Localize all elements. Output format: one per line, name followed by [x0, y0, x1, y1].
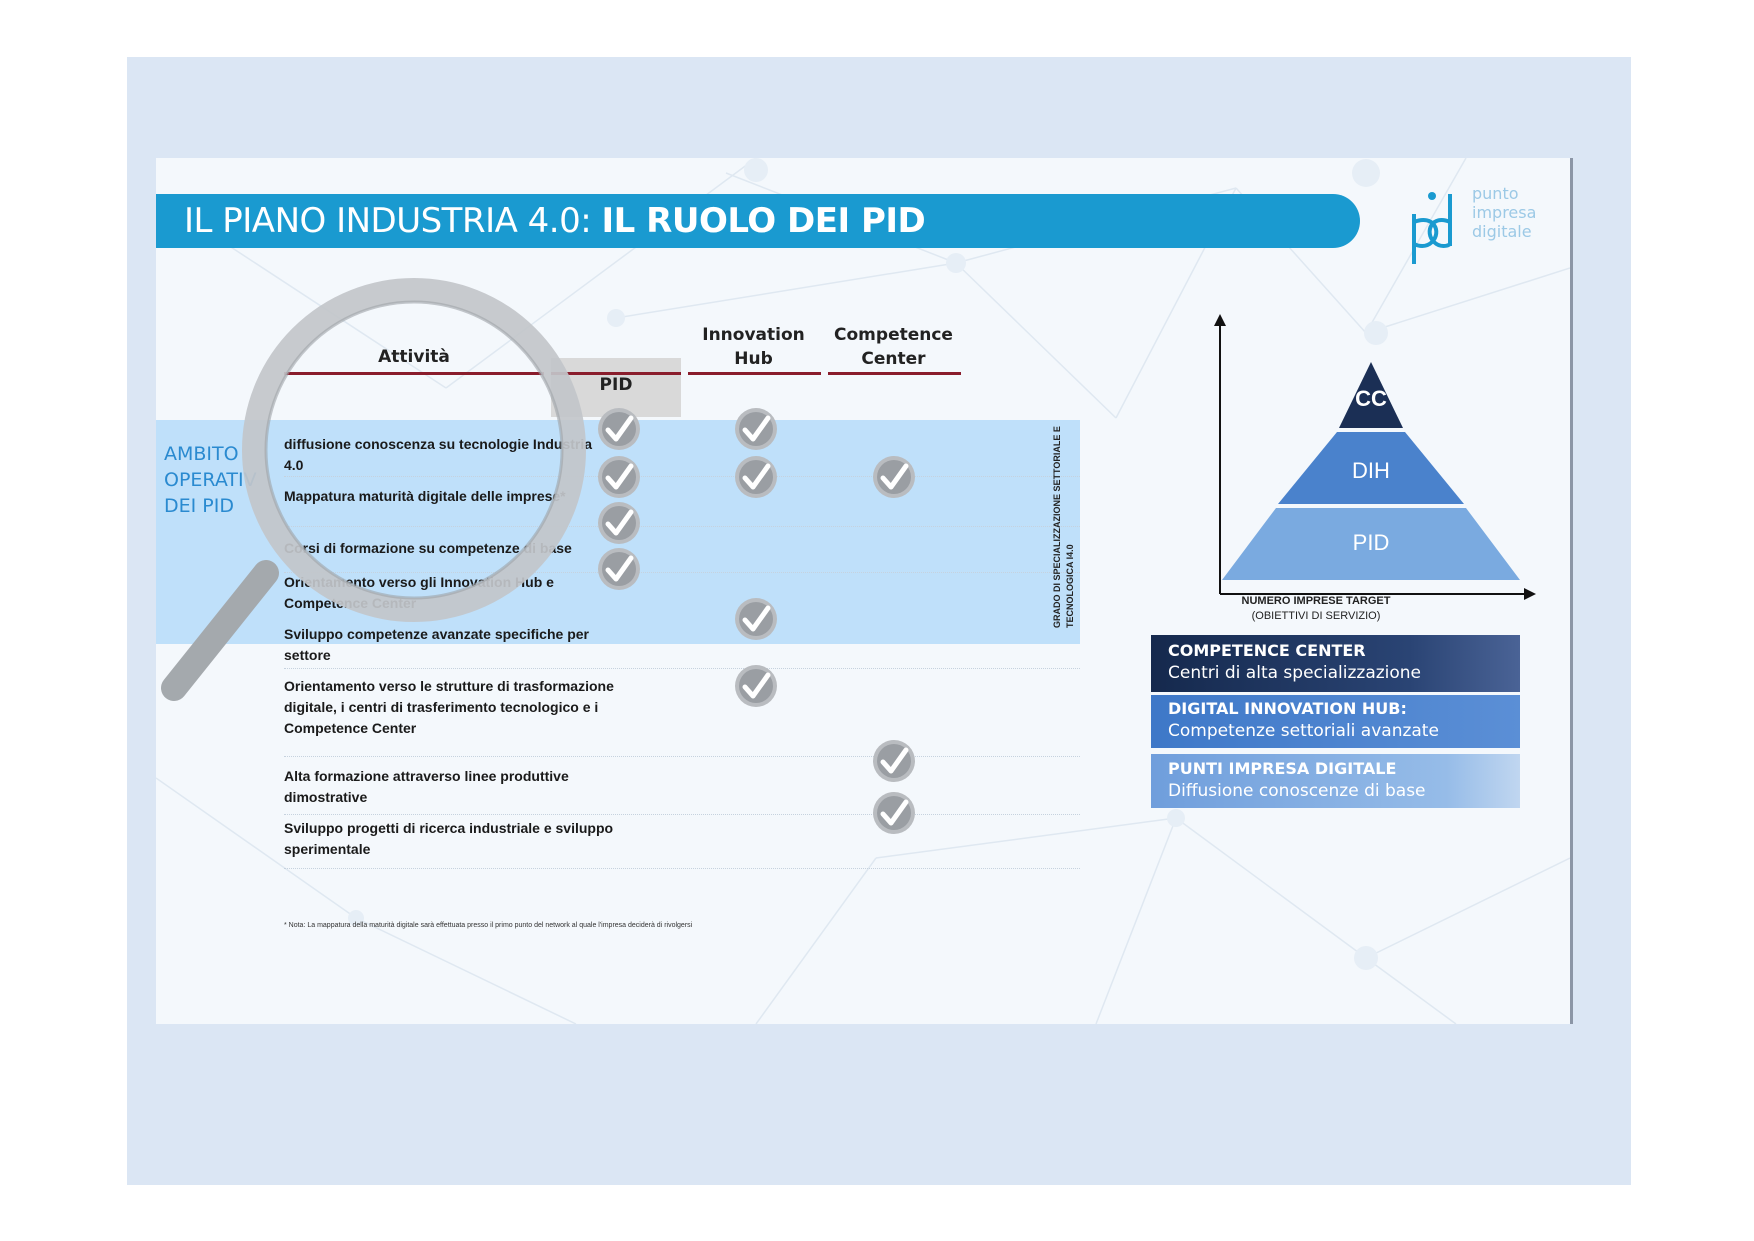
pid-logo-icon [1408, 188, 1458, 268]
row-divider [284, 756, 1080, 757]
ambito-operativo-label: AMBITO OPERATIV DEI PID [164, 443, 257, 517]
check-icon [871, 454, 917, 500]
check-icon [733, 663, 779, 709]
check-icon [596, 500, 642, 546]
pyramid-label-dih: DIH [1352, 458, 1390, 483]
check-icon [596, 454, 642, 500]
activity-row-1: diffusione conoscenza su tecnologie Industria 4.0 [284, 436, 593, 473]
activity-row-4: Orientamento verso gli Innovation Hub e Competence Center [284, 574, 554, 611]
activity-row-8: Sviluppo progetti di ricerca industriale e sviluppo sperimentale [284, 820, 614, 857]
check-icon [871, 738, 917, 784]
legend-competence-center: COMPETENCE CENTER Centri di alta specializzazione [1151, 635, 1520, 692]
activity-row-6: Orientamento verso le strutture di trasformazione digitale, i centri di trasferimento tecnologico e i Competence Center [284, 678, 614, 736]
logo-text: punto impresa digitale [1472, 184, 1537, 241]
header-competence-center: Competence Center [834, 325, 953, 369]
pyramid-label-pid: PID [1352, 530, 1390, 555]
header-activity: Attività [378, 347, 450, 367]
header-pid: PID [599, 375, 633, 395]
page-title: IL PIANO INDUSTRIA 4.0: IL RUOLO DEI PID [184, 201, 926, 241]
slide [156, 158, 1570, 1024]
header-innovation-hub: Innovation Hub [702, 325, 805, 369]
activity-row-7: Alta formazione attraverso linee produttive dimostrative [284, 768, 569, 805]
activity-row-2: Mappatura maturità digitale delle imprese* [284, 488, 566, 504]
row-divider [284, 668, 1080, 669]
legend-digital-innovation-hub: DIGITAL INNOVATION HUB: Competenze settoriali avanzate [1151, 695, 1520, 748]
row-divider [284, 868, 1080, 869]
header-rule [828, 372, 961, 375]
pyramid-y-axis-label: GRADO DI SPECIALIZZAZIONE SETTORIALE E TECNOLOGICA I4.0 [1052, 426, 1075, 628]
pyramid-x-axis-label: NUMERO IMPRESE TARGET (OBIETTIVI DI SERVIZIO) [1241, 595, 1391, 622]
header-rule [551, 372, 681, 375]
check-icon [733, 596, 779, 642]
row-divider [284, 814, 1080, 815]
row-divider [284, 526, 1080, 527]
header-rule [284, 372, 544, 375]
activity-row-3: Corsi di formazione su competenze di base [284, 540, 572, 556]
check-icon [871, 790, 917, 836]
check-icon [596, 546, 642, 592]
header-rule [688, 372, 821, 375]
row-divider [284, 476, 1080, 477]
activity-row-5: Sviluppo competenze avanzate specifiche per settore [284, 626, 589, 663]
check-icon [733, 406, 779, 452]
check-icon [733, 454, 779, 500]
check-icon [596, 406, 642, 452]
pyramid-label-cc: CC [1355, 386, 1387, 411]
footnote: * Nota: La mappatura della maturità digitale sarà effettuata presso il primo punto del network al quale l'impresa deciderà di rivolgersi [284, 922, 693, 929]
title-bar [156, 194, 1360, 248]
legend-punti-impresa-digitale: PUNTI IMPRESA DIGITALE Diffusione conoscenze di base [1151, 754, 1520, 808]
